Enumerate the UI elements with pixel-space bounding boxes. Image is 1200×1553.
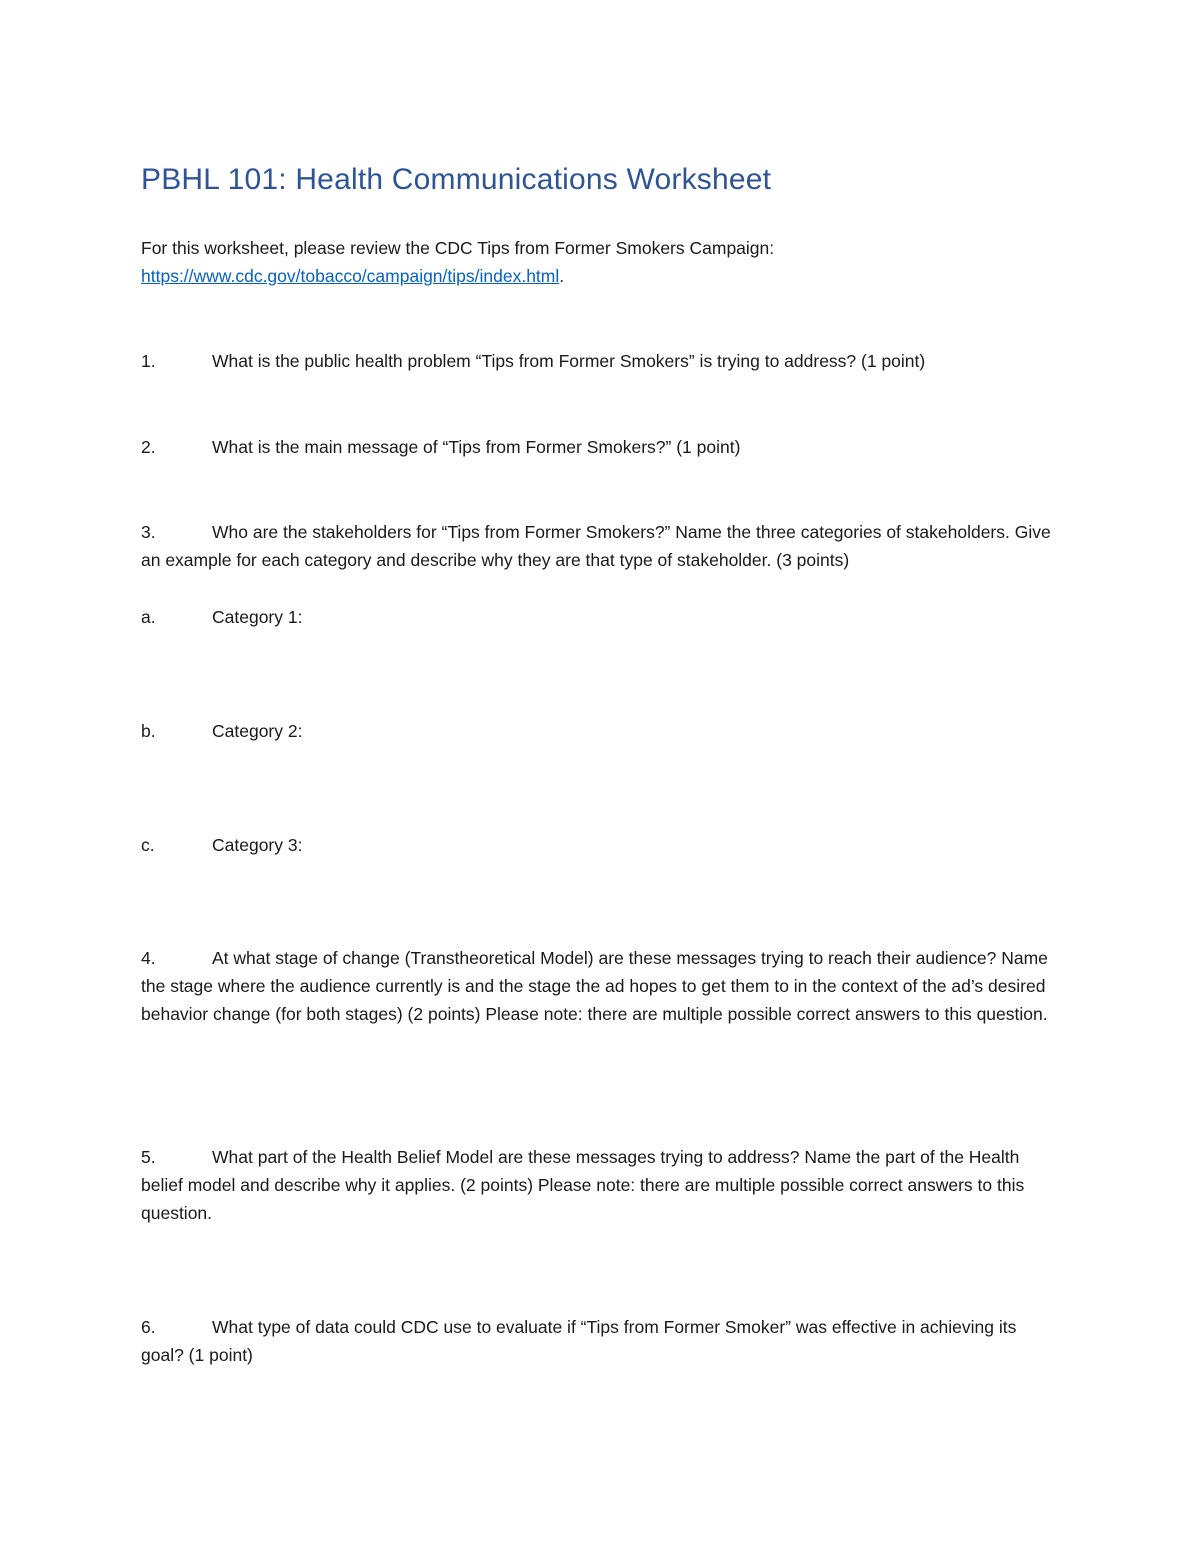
question-number: 6. — [141, 1317, 156, 1337]
question-number: 4. — [141, 948, 156, 968]
subitem-text: Category 2: — [212, 721, 303, 741]
question-2 — [141, 433, 1061, 461]
subitem-text: Category 1: — [212, 607, 303, 627]
subitem-letter: a. — [141, 607, 156, 627]
question-text: What part of the Health Belief Model are these messages trying to address? Name the part of the Health belief model and describe why it applies. (2 points) Please note: there are multiple possible correct answers to this question. — [141, 1147, 1025, 1223]
campaign-link[interactable]: https://www.cdc.gov/tobacco/campaign/tips/index.html — [141, 266, 560, 286]
question-1 — [141, 347, 1061, 375]
question-number: 1. — [141, 351, 156, 371]
subitem-letter: c. — [141, 835, 155, 855]
subitem-letter: b. — [141, 721, 156, 741]
subitem-c — [141, 831, 1061, 859]
question-3 — [141, 518, 1061, 574]
question-number: 5. — [141, 1147, 156, 1167]
question-number: 2. — [141, 437, 156, 457]
question-text: What is the main message of “Tips from Former Smokers?” (1 point) — [212, 437, 741, 457]
question-text: At what stage of change (Transtheoretical Model) are these messages trying to reach their audience? Name the stage where the audience currently is and the stage the ad hopes to get them to in the context of the ad’s desired behavior change (for both stages) (2 points) Please note: there are multiple possible correct answers to this question. — [141, 948, 1048, 1024]
question-5 — [141, 1143, 1061, 1227]
subitem-text: Category 3: — [212, 835, 303, 855]
question-4 — [141, 944, 1061, 1028]
question-text: What is the public health problem “Tips from Former Smokers” is trying to address? (1 point) — [212, 351, 926, 371]
question-text: What type of data could CDC use to evaluate if “Tips from Former Smoker” was effective in achieving its goal? (1 point) — [141, 1317, 1017, 1365]
intro-link-suffix: . — [559, 266, 565, 286]
page-title: PBHL 101: Health Communications Worksheet — [141, 163, 772, 196]
intro-text: For this worksheet, please review the CDC Tips from Former Smokers Campaign: — [141, 238, 775, 258]
question-6 — [141, 1313, 1061, 1369]
subitem-b — [141, 717, 1061, 745]
intro-paragraph — [141, 234, 1061, 290]
question-text: Who are the stakeholders for “Tips from Former Smokers?” Name the three categories of stakeholders. Give an example for each category and describe why they are that type of stakeholder. (3 points) — [141, 522, 1051, 570]
question-number: 3. — [141, 522, 156, 542]
subitem-a — [141, 603, 1061, 631]
